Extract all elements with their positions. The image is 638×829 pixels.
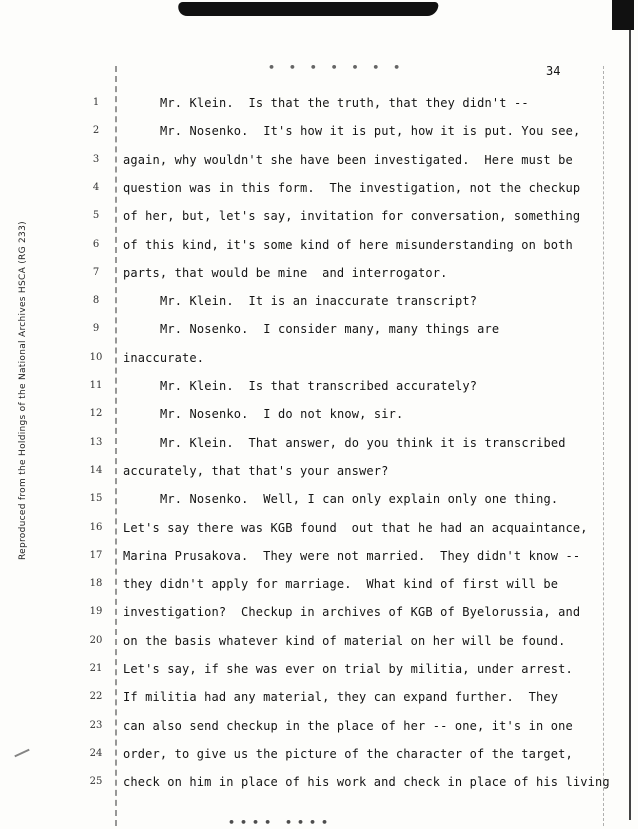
transcript-line: they didn't apply for marriage. What kind of first will be	[123, 577, 559, 591]
transcript-line: parts, that would be mine and interrogator.	[123, 266, 448, 280]
transcript-line: Mr. Klein. It is an inaccurate transcript?	[160, 294, 478, 308]
line-number: 24	[89, 748, 103, 759]
transcript-line: investigation? Checkup in archives of KGB of Byelorussia, and	[123, 605, 581, 619]
footer-classification-mark: •••• ••••	[228, 816, 334, 829]
transcript-line: again, why wouldn't she have been investigated. Here must be	[123, 153, 573, 167]
line-number: 3	[92, 154, 100, 165]
transcript-line: check on him in place of his work and check in place of his living	[123, 775, 610, 789]
header-classification-mark: • • • • • • •	[268, 61, 406, 74]
right-page-edge	[629, 30, 631, 820]
line-number: 7	[92, 267, 100, 278]
line-number: 2	[92, 125, 100, 136]
transcript-line: Mr. Klein. Is that the truth, that they didn't --	[160, 96, 529, 110]
transcript-line: Let's say, if she was ever on trial by militia, under arrest.	[123, 662, 573, 676]
page-number: 34	[546, 64, 561, 78]
line-number: 16	[89, 522, 103, 533]
transcript-line: of this kind, it's some kind of here misunderstanding on both	[123, 238, 573, 252]
line-number: 11	[89, 380, 103, 391]
transcript-line: If militia had any material, they can expand further. They	[123, 690, 559, 704]
transcript-line: Mr. Nosenko. I consider many, many things are	[160, 322, 500, 336]
line-number: 15	[89, 493, 103, 504]
transcript-line: Mr. Nosenko. Well, I can only explain only one thing.	[160, 492, 559, 506]
transcript-line: on the basis whatever kind of material on her will be found.	[123, 634, 566, 648]
line-number: 8	[92, 295, 100, 306]
transcript-line: accurately, that that's your answer?	[123, 464, 389, 478]
transcript-line: Mr. Klein. Is that transcribed accurately?	[160, 379, 478, 393]
left-margin-rule	[115, 66, 117, 826]
line-number: 1	[92, 97, 100, 108]
line-number: 5	[92, 210, 100, 221]
transcript-line: question was in this form. The investigation, not the checkup	[123, 181, 581, 195]
line-number: 6	[92, 239, 100, 250]
line-number: 22	[89, 691, 103, 702]
top-redaction-bar	[177, 2, 438, 16]
transcript-line: order, to give us the picture of the character of the target,	[123, 747, 573, 761]
transcript-line: of her, but, let's say, invitation for conversation, something	[123, 209, 581, 223]
line-number: 10	[89, 352, 103, 363]
line-number: 18	[89, 578, 103, 589]
line-number: 23	[89, 720, 103, 731]
line-number: 9	[92, 323, 100, 334]
line-number: 20	[89, 635, 103, 646]
line-number: 25	[89, 776, 103, 787]
line-number: 4	[92, 182, 100, 193]
line-number: 12	[89, 408, 103, 419]
transcript-line: Marina Prusakova. They were not married. They didn't know --	[123, 549, 581, 563]
line-number: 19	[89, 606, 103, 617]
transcript-line: Mr. Klein. That answer, do you think it is transcribed	[160, 436, 566, 450]
line-number: 17	[89, 550, 103, 561]
transcript-line: Mr. Nosenko. It's how it is put, how it is put. You see,	[160, 124, 581, 138]
top-right-dark-corner	[612, 0, 634, 30]
line-number: 14	[89, 465, 103, 476]
transcript-line: Let's say there was KGB found out that he had an acquaintance,	[123, 521, 588, 535]
line-number: 21	[89, 663, 103, 674]
archive-sidebar-stamp: Reproduced from the Holdings of the National Archives HSCA (RG 233)	[18, 221, 28, 560]
transcript-line: can also send checkup in the place of her -- one, it's in one	[123, 719, 573, 733]
stray-pen-mark	[14, 749, 29, 758]
transcript-line: Mr. Nosenko. I do not know, sir.	[160, 407, 404, 421]
transcript-line: inaccurate.	[123, 351, 205, 365]
line-number: 13	[89, 437, 103, 448]
